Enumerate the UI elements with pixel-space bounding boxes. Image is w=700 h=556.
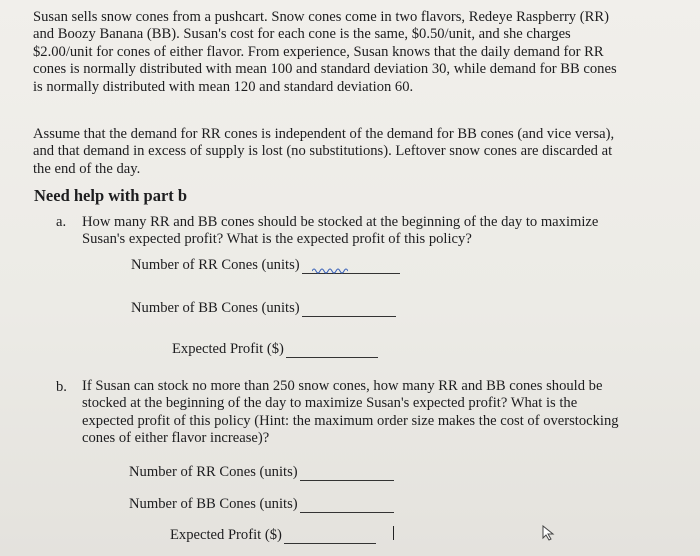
part-b-expected-profit-field [170,527,376,544]
part-a-marker: a. [56,214,67,230]
field-label: Expected Profit ($) [172,341,284,357]
bb-cones-answer-blank[interactable] [300,499,394,513]
question-line: expected profit of this policy (Hint: the maximum order size makes the cost of overstocking [82,412,619,429]
question-line: cones of either flavor increase)? [82,430,270,447]
field-label: Number of RR Cones (units) [131,257,300,273]
rr-cones-answer-blank[interactable] [300,467,394,481]
intro-line: cones is normally distributed with mean 100 and standard deviation 30, while demand for BB cones [33,61,617,78]
intro-line: Susan sells snow cones from a pushcart. Snow cones come in two flavors, Redeye Raspberry (RR) [33,9,609,25]
intro-line: and Boozy Banana (BB). Susan's cost for each cone is the same, $0.50/unit, and she charges [33,26,571,43]
text-cursor [393,526,394,540]
expected-profit-answer-blank[interactable] [286,344,378,358]
question-line: If Susan can stock no more than 250 snow cones, how many RR and BB cones should be [82,378,603,394]
bb-cones-answer-blank[interactable] [302,303,396,317]
question-line: How many RR and BB cones should be stocked at the beginning of the day to maximize [82,214,599,230]
intro-paragraph [33,9,673,96]
assumption-line: Assume that the demand for RR cones is independent of the demand for BB cones (and vice versa), [33,126,615,142]
spellcheck-squiggle [312,266,348,274]
field-label: Number of RR Cones (units) [129,464,298,480]
field-label: Expected Profit ($) [170,527,282,543]
expected-profit-answer-blank[interactable] [284,530,376,544]
assumption-line: and that demand in excess of supply is lost (no substitutions). Leftover snow cones are discarded at [33,143,613,160]
field-label: Number of BB Cones (units) [129,496,298,512]
part-a-expected-profit-field [172,341,378,358]
assumption-paragraph [33,126,673,178]
intro-line: is normally distributed with mean 120 and standard deviation 60. [33,78,414,95]
intro-line: $2.00/unit for cones of either flavor. From experience, Susan knows that the daily demand for RR [33,43,604,60]
help-heading: Need help with part b [34,186,188,205]
assumption-line: the end of the day. [33,160,141,177]
field-label: Number of BB Cones (units) [131,300,300,316]
part-a-bb-cones-field [131,300,396,317]
part-a-question [82,214,598,249]
part-b-bb-cones-field [129,496,394,513]
part-b-rr-cones-field [129,464,394,481]
part-b-marker: b. [56,379,67,395]
part-a-rr-cones-field [131,257,400,274]
part-b-question [82,378,619,448]
question-line: stocked at the beginning of the day to maximize Susan's expected profit? What is the [82,395,578,412]
question-line: Susan's expected profit? What is the expected profit of this policy? [82,231,472,248]
mouse-pointer-icon [542,525,556,541]
